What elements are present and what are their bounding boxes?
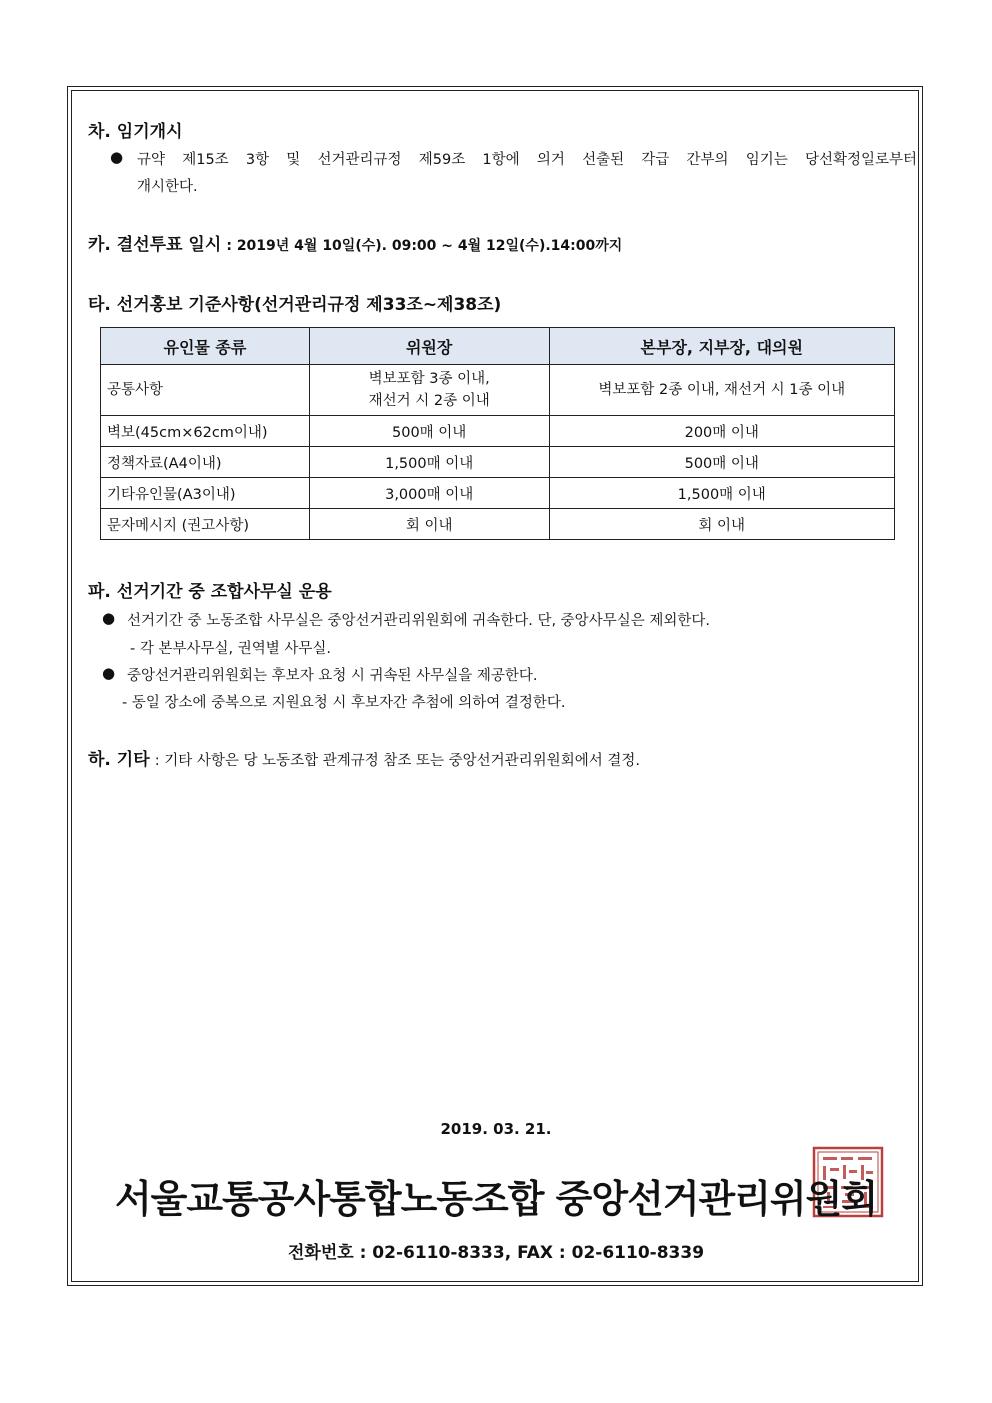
- section-cha-heading: 차. 임기개시: [88, 122, 183, 142]
- section-ha: [88, 745, 640, 770]
- table-cell: 공통사항: [101, 365, 310, 416]
- section-cha-text-line2: 개시한다.: [137, 179, 198, 195]
- section-ka-detail: : 2019년 4월 10일(수). 09:00 ~ 4월 12일(수).14:00까지: [226, 238, 623, 254]
- section-ha-detail: : 기타 사항은 당 노동조합 관계규정 참조 또는 중앙선거관리위원회에서 결정.: [154, 753, 640, 769]
- table-row: [101, 509, 895, 540]
- table-cell-line: 벽보포함 3종 이내,: [368, 371, 490, 387]
- table-cell-line: 재선거 시 2종 이내: [368, 393, 490, 409]
- table-header: 위원장: [309, 328, 549, 365]
- bullet-icon: ●: [102, 609, 116, 627]
- table-header-row: [101, 328, 895, 365]
- table-header: 본부장, 지부장, 대의원: [549, 328, 895, 365]
- table-row: [101, 416, 895, 447]
- table-cell: 3,000매 이내: [309, 478, 549, 509]
- contact-info: 전화번호 : 02-6110-8333, FAX : 02-6110-8339: [287, 1243, 705, 1263]
- organization-name: 서울교통공사통합노동조합 중앙선거관리위원회: [114, 1177, 878, 1221]
- table-cell: 1,500매 이내: [309, 447, 549, 478]
- table-cell: 회 이내: [549, 509, 895, 540]
- table-cell: 벽보(45cm×62cm이내): [101, 416, 310, 447]
- section-cha-text-line1: 규약 제15조 3항 및 선거관리규정 제59조 1항에 의거 선출된 각급 간부의 임기는 당선확정일로부터: [137, 152, 917, 168]
- table-row: [101, 447, 895, 478]
- table-row: [101, 365, 895, 416]
- section-pa-bullet2: 중앙선거관리위원회는 후보자 요청 시 귀속된 사무실을 제공한다.: [127, 668, 538, 684]
- table-cell: 500매 이내: [309, 416, 549, 447]
- section-ta-heading: 타. 선거홍보 기준사항(선거관리규정 제33조~제38조): [88, 295, 502, 315]
- table-cell: 회 이내: [309, 509, 549, 540]
- table-cell: 기타유인물(A3이내): [101, 478, 310, 509]
- table-row: [101, 478, 895, 509]
- table-cell: 500매 이내: [549, 447, 895, 478]
- table-cell: 벽보포함 2종 이내, 재선거 시 1종 이내: [549, 365, 895, 416]
- table-cell: [309, 365, 549, 416]
- page-border-inner: [71, 90, 919, 1282]
- section-pa-bullet1: 선거기간 중 노동조합 사무실은 중앙선거관리위원회에 귀속한다. 단, 중앙사무실은 제외한다.: [127, 613, 710, 629]
- table-cell: 문자메시지 (권고사항): [101, 509, 310, 540]
- section-ka: [88, 230, 622, 255]
- table-cell: 200매 이내: [549, 416, 895, 447]
- document-date: 2019. 03. 21.: [440, 1120, 552, 1138]
- publicity-rules-table: [100, 327, 895, 540]
- section-ha-heading: 하. 기타: [88, 750, 150, 770]
- bullet-icon: ●: [102, 664, 116, 682]
- section-pa-heading: 파. 선거기간 중 조합사무실 운용: [88, 582, 332, 602]
- table-cell: 1,500매 이내: [549, 478, 895, 509]
- section-ka-heading: 카. 결선투표 일시: [88, 235, 222, 255]
- section-pa-sub2: - 동일 장소에 중복으로 지원요청 시 후보자간 추첨에 의하여 결정한다.: [122, 695, 566, 711]
- table-header: 유인물 종류: [101, 328, 310, 365]
- section-pa-sub1: - 각 본부사무실, 권역별 사무실.: [130, 641, 331, 657]
- table-cell: 정책자료(A4이내): [101, 447, 310, 478]
- bullet-icon: ●: [110, 148, 124, 166]
